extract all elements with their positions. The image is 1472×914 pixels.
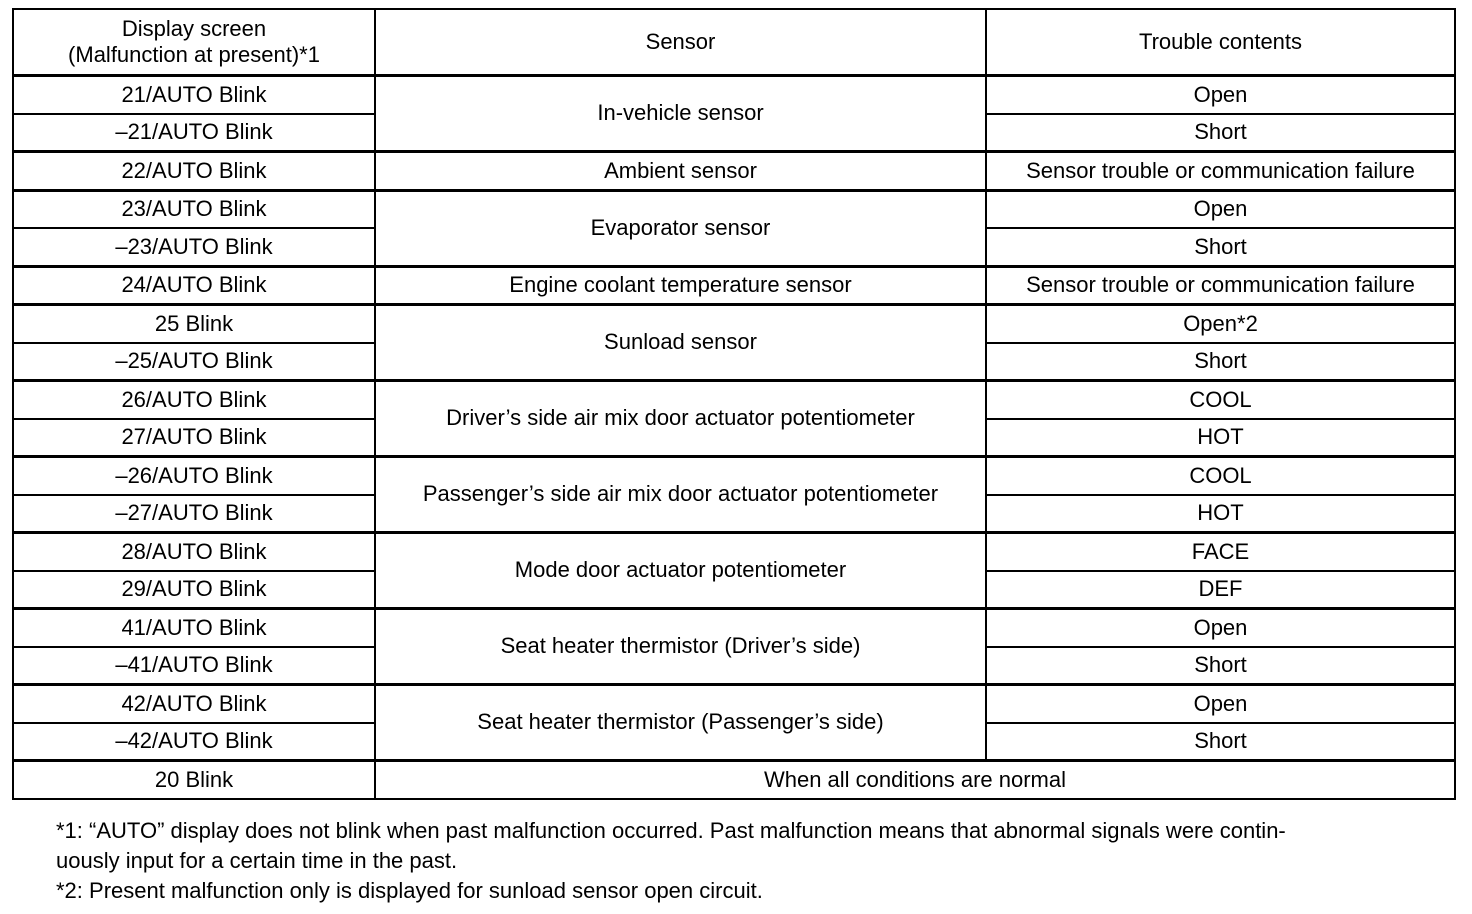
header-display-line2: (Malfunction at present)*1 bbox=[68, 42, 320, 67]
trouble-cell: Open bbox=[986, 190, 1455, 228]
display-cell: –26/AUTO Blink bbox=[13, 457, 375, 495]
sensor-cell: Engine coolant temperature sensor bbox=[375, 266, 986, 305]
display-cell: 27/AUTO Blink bbox=[13, 419, 375, 457]
trouble-cell: Short bbox=[986, 723, 1455, 761]
header-sensor: Sensor bbox=[375, 9, 986, 76]
sensor-cell: Evaporator sensor bbox=[375, 190, 986, 266]
display-cell: 22/AUTO Blink bbox=[13, 152, 375, 191]
footnote-1-line-1: *1: “AUTO” display does not blink when past malfunction occurred. Past malfunction means that abnormal signals were contin- bbox=[56, 818, 1286, 843]
table-row bbox=[13, 533, 1455, 571]
table-row bbox=[13, 685, 1455, 723]
sensor-cell: Mode door actuator potentiometer bbox=[375, 533, 986, 609]
trouble-cell: DEF bbox=[986, 571, 1455, 609]
table-row bbox=[13, 305, 1455, 343]
footnote-2: *2: Present malfunction only is displayed for sunload sensor open circuit. bbox=[56, 878, 763, 903]
display-cell: 21/AUTO Blink bbox=[13, 76, 375, 114]
trouble-cell: Sensor trouble or communication failure bbox=[986, 266, 1455, 305]
header-display-screen bbox=[13, 9, 375, 76]
table-row bbox=[13, 266, 1455, 305]
sensor-cell: Seat heater thermistor (Driver’s side) bbox=[375, 609, 986, 685]
display-cell: 42/AUTO Blink bbox=[13, 685, 375, 723]
table-row bbox=[13, 381, 1455, 419]
self-diagnosis-table bbox=[12, 8, 1456, 800]
display-cell: –41/AUTO Blink bbox=[13, 647, 375, 685]
trouble-cell: Short bbox=[986, 228, 1455, 266]
trouble-cell: HOT bbox=[986, 495, 1455, 533]
sensor-cell: Passenger’s side air mix door actuator potentiometer bbox=[375, 457, 986, 533]
display-cell: 26/AUTO Blink bbox=[13, 381, 375, 419]
table-row bbox=[13, 152, 1455, 191]
sensor-cell: Seat heater thermistor (Passenger’s side) bbox=[375, 685, 986, 761]
table-row bbox=[13, 457, 1455, 495]
table-row bbox=[13, 761, 1455, 799]
footnote-1-line-2: uously input for a certain time in the past. bbox=[56, 848, 458, 873]
table-row bbox=[13, 190, 1455, 228]
display-cell: 25 Blink bbox=[13, 305, 375, 343]
table-row bbox=[13, 609, 1455, 647]
trouble-cell: Open bbox=[986, 685, 1455, 723]
sensor-cell: In-vehicle sensor bbox=[375, 76, 986, 152]
trouble-cell: FACE bbox=[986, 533, 1455, 571]
trouble-cell: Short bbox=[986, 647, 1455, 685]
trouble-cell: Short bbox=[986, 114, 1455, 152]
trouble-cell: Open*2 bbox=[986, 305, 1455, 343]
display-cell: 28/AUTO Blink bbox=[13, 533, 375, 571]
sensor-cell: Sunload sensor bbox=[375, 305, 986, 381]
display-cell: –21/AUTO Blink bbox=[13, 114, 375, 152]
trouble-cell: Sensor trouble or communication failure bbox=[986, 152, 1455, 191]
trouble-cell: Open bbox=[986, 76, 1455, 114]
trouble-cell: COOL bbox=[986, 381, 1455, 419]
display-cell: 41/AUTO Blink bbox=[13, 609, 375, 647]
trouble-cell: HOT bbox=[986, 419, 1455, 457]
display-cell: –25/AUTO Blink bbox=[13, 343, 375, 381]
table-row bbox=[13, 76, 1455, 114]
display-cell: –42/AUTO Blink bbox=[13, 723, 375, 761]
trouble-cell: Open bbox=[986, 609, 1455, 647]
sensor-cell: Ambient sensor bbox=[375, 152, 986, 191]
header-display-line1: Display screen bbox=[121, 15, 267, 41]
display-cell: –27/AUTO Blink bbox=[13, 495, 375, 533]
trouble-cell: Short bbox=[986, 343, 1455, 381]
header-trouble-contents: Trouble contents bbox=[986, 9, 1455, 76]
trouble-cell: COOL bbox=[986, 457, 1455, 495]
footnotes bbox=[56, 816, 1456, 906]
normal-condition-cell: When all conditions are normal bbox=[375, 761, 1455, 799]
display-cell: 24/AUTO Blink bbox=[13, 266, 375, 305]
display-cell: 20 Blink bbox=[13, 761, 375, 799]
display-cell: 23/AUTO Blink bbox=[13, 190, 375, 228]
display-cell: –23/AUTO Blink bbox=[13, 228, 375, 266]
sensor-cell: Driver’s side air mix door actuator potentiometer bbox=[375, 381, 986, 457]
table-header-row bbox=[13, 9, 1455, 76]
display-cell: 29/AUTO Blink bbox=[13, 571, 375, 609]
